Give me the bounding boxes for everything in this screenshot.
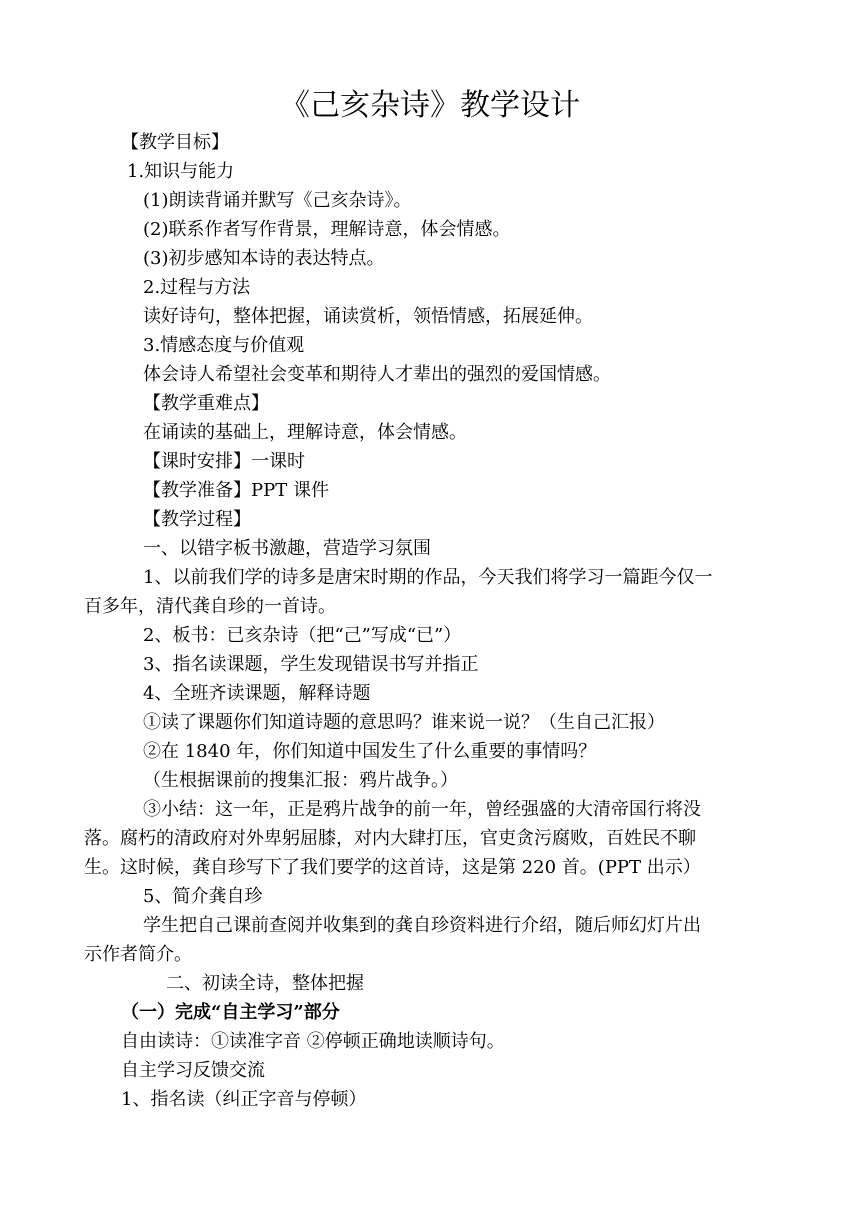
- paragraph-line: 2、板书：已亥杂诗（把“己”写成“已”）: [143, 625, 462, 646]
- paragraph-line: 自由读诗：①读准字音 ②停顿正确地读顺诗句。: [121, 1031, 505, 1052]
- paragraph-line: 落。腐朽的清政府对外卑躬屈膝，对内大肆打压，官吏贪污腐败，百姓民不聊: [84, 828, 696, 849]
- paragraph-line: 示作者简介。: [84, 944, 192, 965]
- paragraph-line: 自主学习反馈交流: [121, 1060, 265, 1081]
- paragraph-line: ①读了课题你们知道诗题的意思吗？谁来说一说？（生自己汇报）: [143, 712, 665, 733]
- paragraph-line: (2)联系作者写作背景，理解诗意，体会情感。: [143, 219, 511, 240]
- paragraph-line: ②在 1840 年，你们知道中国发生了什么重要的事情吗？: [143, 741, 597, 762]
- paragraph-line: ③小结：这一年，正是鸦片战争的前一年，曾经强盛的大清帝国行将没: [143, 799, 701, 820]
- section-heading-preparation: 【教学准备】PPT 课件: [143, 480, 329, 501]
- paragraph-line: (1)朗读背诵并默写《己亥杂诗》。: [143, 190, 412, 211]
- subheading-process: 2.过程与方法: [143, 277, 251, 298]
- paragraph-line: 百多年，清代龚自珍的一首诗。: [84, 596, 336, 617]
- subheading-emotion: 3.情感态度与价值观: [143, 335, 305, 356]
- paragraph-line: 5、简介龚自珍: [143, 886, 263, 907]
- document-title: 《己亥杂诗》教学设计: [280, 88, 580, 123]
- paragraph-line: 学生把自己课前查阅并收集到的龚自珍资料进行介绍，随后师幻灯片出: [143, 915, 701, 936]
- section-heading-process: 【教学过程】: [143, 509, 251, 530]
- paragraph-line: 4、全班齐读课题，解释诗题: [143, 683, 371, 704]
- paragraph-line: （生根据课前的搜集汇报：鸦片战争。）: [143, 770, 458, 791]
- subheading-part-one: 一、以错字板书激趣，营造学习氛围: [143, 538, 431, 559]
- subheading-part-two: 二、初读全诗，整体把握: [166, 973, 364, 994]
- paragraph-line: 3、指名读课题，学生发现错误书写并指正: [143, 654, 479, 675]
- section-heading-schedule: 【课时安排】一课时: [143, 451, 305, 472]
- paragraph-line: 1、以前我们学的诗多是唐宋时期的作品，今天我们将学习一篇距今仅一: [143, 567, 713, 588]
- paragraph-line: 在诵读的基础上，理解诗意，体会情感。: [143, 422, 467, 443]
- paragraph-line: (3)初步感知本诗的表达特点。: [143, 248, 385, 269]
- section-heading-objectives: 【教学目标】: [121, 132, 229, 153]
- section-heading-key-points: 【教学重难点】: [143, 393, 269, 414]
- subheading-self-study: （一）完成“自主学习”部分: [121, 1002, 340, 1023]
- paragraph-line: 体会诗人希望社会变革和期待人才辈出的强烈的爱国情感。: [143, 364, 611, 385]
- paragraph-line: 1、指名读（纠正字音与停顿）: [121, 1089, 367, 1110]
- paragraph-line: 读好诗句，整体把握，诵读赏析，领悟情感，拓展延伸。: [143, 306, 593, 327]
- paragraph-line: 生。这时候，龚自珍写下了我们要学的这首诗，这是第 220 首。(PPT 出示）: [84, 857, 701, 878]
- subheading-knowledge: 1.知识与能力: [127, 161, 235, 182]
